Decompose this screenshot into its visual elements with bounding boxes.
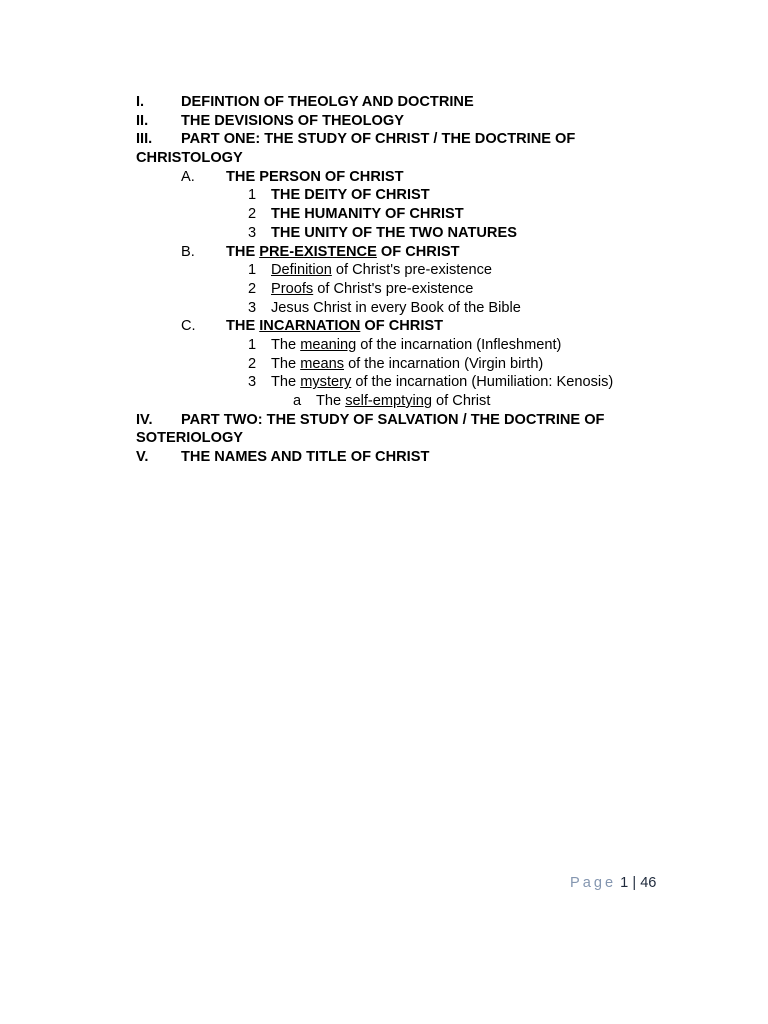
outline-point: Jesus Christ in every Book of the Bible xyxy=(271,299,521,316)
outline-digit: 3 xyxy=(248,299,257,316)
outline-item-b xyxy=(0,243,768,262)
total-pages: 46 xyxy=(640,875,657,891)
point-suffix: of the incarnation (Virgin birth) xyxy=(344,355,544,372)
outline-item-iii-continued xyxy=(0,149,768,168)
outline-heading: THE NAMES AND TITLE OF CHRIST xyxy=(181,449,430,466)
outline-digit: 3 xyxy=(248,224,257,241)
outline-item-b-1 xyxy=(0,261,768,280)
outline-point xyxy=(271,373,613,392)
point-prefix: The xyxy=(316,393,346,409)
outline-number: V. xyxy=(136,449,149,466)
outline-item-ii xyxy=(0,112,768,131)
outline-digit: 2 xyxy=(248,206,257,223)
outline-digit: 1 xyxy=(248,187,257,204)
point-suffix: of the incarnation (Infleshment) xyxy=(356,336,562,353)
point-suffix: of Christ's pre-existence xyxy=(313,280,474,297)
outline-item-c-3 xyxy=(0,373,768,392)
outline-subpoint xyxy=(316,392,490,411)
outline-heading-continued: SOTERIOLOGY xyxy=(136,430,244,447)
outline-heading: THE DEVISIONS OF THEOLOGY xyxy=(181,112,404,129)
underlined-keyword: self-emptying xyxy=(345,393,432,409)
outline-heading-continued: CHRISTOLOGY xyxy=(136,150,243,167)
outline-point xyxy=(271,261,492,280)
outline-subheading xyxy=(226,317,443,336)
outline-point xyxy=(271,355,543,374)
outline-letter: B. xyxy=(181,243,195,260)
outline-letter: C. xyxy=(181,318,196,335)
outline-number: I. xyxy=(136,94,145,110)
outline-number: II. xyxy=(136,112,149,129)
outline-heading: DEFINTION OF THEOLGY AND DOCTRINE xyxy=(181,94,474,110)
outline-item-a-1 xyxy=(0,186,768,205)
outline-item-c-3-a xyxy=(0,392,768,411)
page-separator: | xyxy=(628,875,641,891)
outline-subheading: THE PERSON OF CHRIST xyxy=(226,168,404,185)
outline-sub-letter: a xyxy=(293,393,302,409)
outline-point xyxy=(271,336,561,355)
outline-number: IV. xyxy=(136,411,153,428)
page-number: 1 xyxy=(620,875,629,891)
outline-item-iii xyxy=(0,130,768,149)
page-footer xyxy=(570,875,656,891)
outline-heading: PART TWO: THE STUDY OF SALVATION / THE DOCTRINE OF xyxy=(181,411,605,428)
point-suffix: of Christ xyxy=(432,393,491,409)
outline-item-i xyxy=(0,93,768,112)
outline-heading: PART ONE: THE STUDY OF CHRIST / THE DOCTRINE OF xyxy=(181,131,576,148)
outline-item-a-3 xyxy=(0,224,768,243)
outline-digit: 3 xyxy=(248,374,257,391)
underlined-keyword: Definition xyxy=(271,262,332,279)
outline-point: THE DEITY OF CHRIST xyxy=(271,187,430,204)
outline-item-a xyxy=(0,168,768,187)
outline-number: III. xyxy=(136,131,153,148)
outline-item-a-2 xyxy=(0,205,768,224)
outline-point: THE UNITY OF THE TWO NATURES xyxy=(271,224,517,241)
outline-point: THE HUMANITY OF CHRIST xyxy=(271,206,464,223)
heading-prefix: THE xyxy=(226,243,260,260)
outline-item-iv-continued xyxy=(0,429,768,448)
outline-digit: 2 xyxy=(248,280,257,297)
point-prefix: The xyxy=(271,355,301,372)
outline-item-b-2 xyxy=(0,280,768,299)
underlined-keyword: Proofs xyxy=(271,280,314,297)
outline-subheading xyxy=(226,243,460,262)
point-suffix: of Christ's pre-existence xyxy=(331,262,492,279)
point-suffix: of the incarnation (Humiliation: Kenosis) xyxy=(351,374,614,391)
point-prefix: The xyxy=(271,336,301,353)
outline-item-c-2 xyxy=(0,355,768,374)
underlined-keyword: INCARNATION xyxy=(259,318,361,335)
heading-suffix: OF CHRIST xyxy=(376,243,460,260)
page-label: Page xyxy=(570,875,617,891)
outline-digit: 1 xyxy=(248,336,257,353)
underlined-keyword: PRE-EXISTENCE xyxy=(259,243,377,260)
outline-item-c-1 xyxy=(0,336,768,355)
outline-item-b-3 xyxy=(0,299,768,318)
heading-prefix: THE xyxy=(226,318,260,335)
outline-letter: A. xyxy=(181,168,195,185)
outline-point xyxy=(271,280,473,299)
outline xyxy=(0,93,768,467)
heading-suffix: OF CHRIST xyxy=(360,318,444,335)
outline-digit: 1 xyxy=(248,262,257,279)
outline-item-iv xyxy=(0,411,768,430)
underlined-keyword: mystery xyxy=(300,374,352,391)
underlined-keyword: meaning xyxy=(300,336,357,353)
outline-digit: 2 xyxy=(248,355,257,372)
underlined-keyword: means xyxy=(300,355,345,372)
outline-item-c xyxy=(0,317,768,336)
point-prefix: The xyxy=(271,374,301,391)
outline-item-v xyxy=(0,448,768,467)
